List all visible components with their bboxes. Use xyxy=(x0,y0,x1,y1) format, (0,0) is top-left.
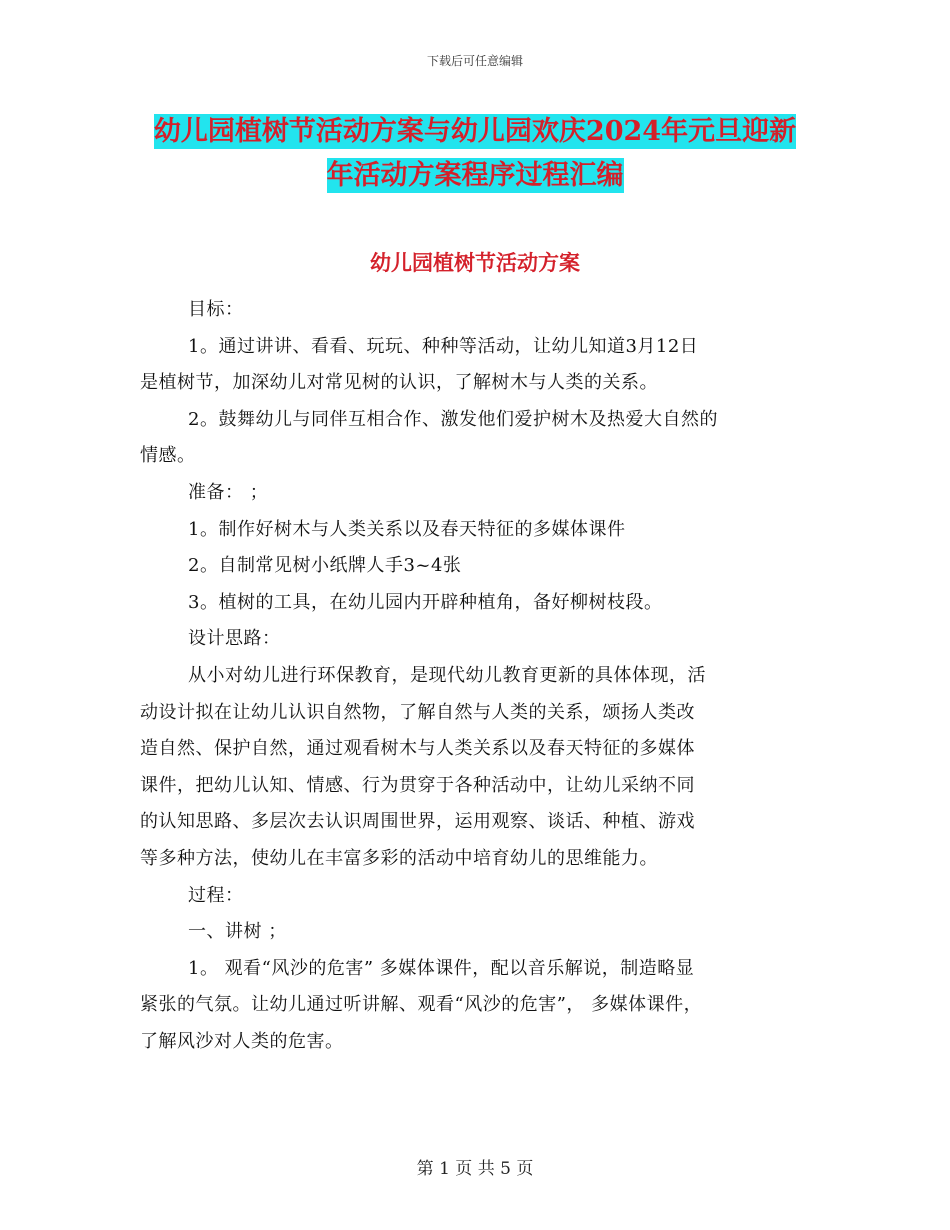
document-title-text-2: 年活动方案程序过程汇编 xyxy=(326,160,624,191)
body-line: 2。鼓舞幼儿与同伴互相合作、激发他们爱护树木及热爱大自然的 xyxy=(188,408,718,430)
body-line: 动设计拟在让幼儿认识自然物，了解自然与人类的关系，颂扬人类改 xyxy=(140,701,695,723)
body-line: 2。自制常见树小纸牌人手3~4张 xyxy=(188,555,462,577)
body-line: 3。植树的工具，在幼儿园内开辟种植角，备好柳树枝段。 xyxy=(188,591,663,613)
section-title: 幼儿园植树节活动方案 xyxy=(370,250,580,275)
body-line: 1。制作好树木与人类关系以及春天特征的多媒体课件 xyxy=(188,518,626,540)
body-line: 是植树节，加深幼儿对常见树的认识，了解树木与人类的关系。 xyxy=(140,372,658,394)
document-title-line-2 xyxy=(0,157,950,195)
body-line: 设计思路： xyxy=(188,628,281,650)
body-line: 从小对幼儿进行环保教育，是现代幼儿教育更新的具体体现，活 xyxy=(188,664,706,686)
document-title-line-1 xyxy=(0,113,950,151)
body-line: 一、讲树 ； xyxy=(188,921,287,943)
header-note: 下载后可任意编辑 xyxy=(426,54,523,68)
body-line: 过程： xyxy=(188,884,244,906)
body-line: 情感。 xyxy=(140,445,196,467)
body-line: 目标： xyxy=(188,299,244,320)
body-line: 1。通过讲讲、看看、玩玩、种种等活动，让幼儿知道3月12日 xyxy=(188,335,699,357)
body-line: 紧张的气氛。让幼儿通过听讲解、观看“风沙的危害”， 多媒体课件， xyxy=(140,994,703,1016)
body-line: 造自然、保护自然，通过观看树木与人类关系以及春天特征的多媒体 xyxy=(140,738,695,760)
body-line: 的认知思路、多层次去认识周围世界，运用观察、谈话、种植、游戏 xyxy=(140,811,695,833)
body-line: 了解风沙对人类的危害。 xyxy=(140,1030,344,1052)
body-line: 等多种方法，使幼儿在丰富多彩的活动中培育幼儿的思维能力。 xyxy=(140,847,658,869)
body-line: 课件，把幼儿认知、情感、行为贯穿于各种活动中，让幼儿采纳不同 xyxy=(140,774,695,796)
body-line: 1。 观看“风沙的危害” 多媒体课件，配以音乐解说，制造略显 xyxy=(188,957,695,979)
document-title-text-1: 幼儿园植树节活动方案与幼儿园欢庆2024年元旦迎新 xyxy=(153,116,797,147)
body-line: 准备： ； xyxy=(188,481,269,503)
body-text xyxy=(140,292,810,1060)
page-footer: 第 1 页 共 5 页 xyxy=(416,1159,534,1179)
